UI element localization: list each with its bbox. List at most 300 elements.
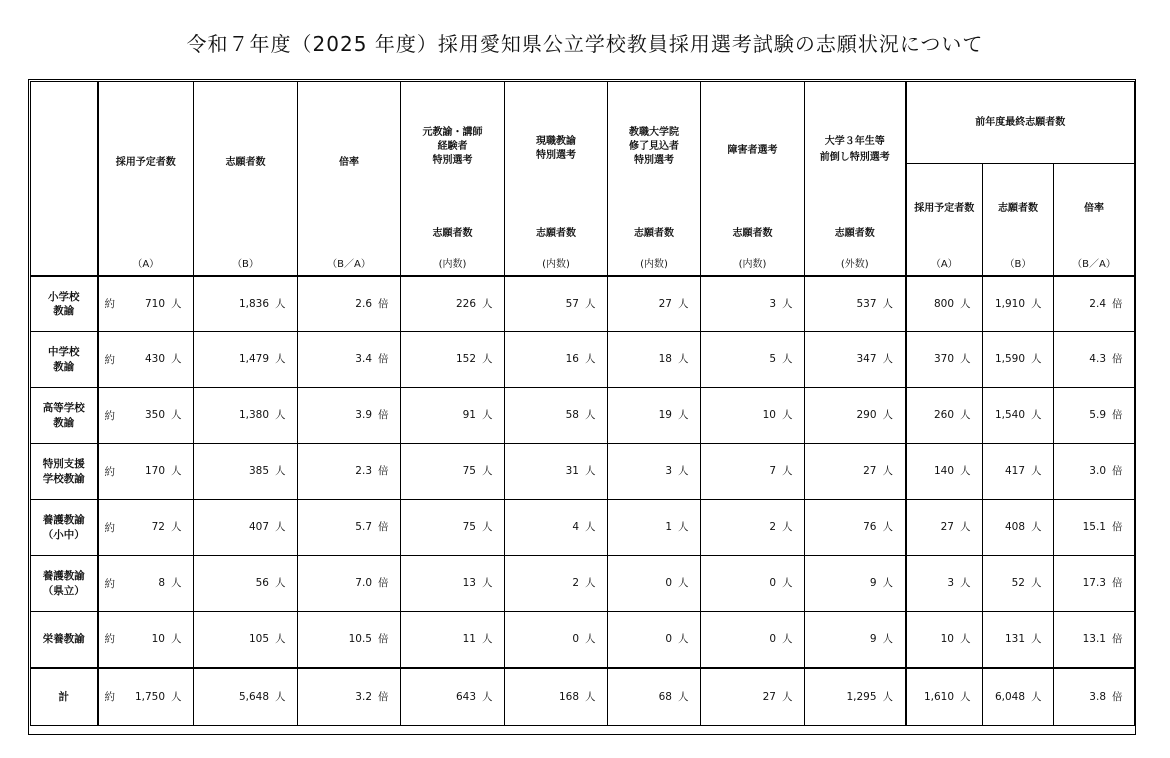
cell-value: 75 <box>462 465 476 478</box>
header-former-count: 志願者数 <box>432 228 473 239</box>
cell-unit: 人 <box>482 577 493 590</box>
header-current-count: 志願者数 <box>536 228 576 239</box>
header-grad-label-3: 特別選考 <box>634 155 674 166</box>
cell-unit: 人 <box>1031 297 1042 310</box>
header-current-teacher <box>505 82 608 276</box>
cell-value: 27 <box>658 297 672 310</box>
row-label-line-1: 中学校 <box>48 346 80 359</box>
cell-p-planned <box>906 388 983 444</box>
cell-value: 1,610 <box>923 690 954 703</box>
header-grad-sub: (内数) <box>640 259 668 270</box>
cell-unit: 人 <box>171 521 182 534</box>
cell-disab <box>701 276 805 332</box>
header-disability-sub: (内数) <box>738 259 767 270</box>
cell-disab <box>701 612 805 668</box>
header-prev-planned-label: 採用予定者数 <box>914 203 975 214</box>
header-early-label-1: 大学３年生等 <box>824 136 885 147</box>
cell-p-ratio <box>1054 276 1135 332</box>
cell-planned <box>98 556 194 612</box>
approx-label: 約 <box>104 353 115 366</box>
cell-value: 1,540 <box>994 409 1025 422</box>
cell-planned <box>98 444 194 500</box>
cell-unit: 人 <box>275 521 286 534</box>
row-label-line-1: 栄養教諭 <box>42 633 85 646</box>
cell-current <box>505 332 608 388</box>
cell-value: 290 <box>856 409 877 422</box>
cell-grad <box>608 668 701 726</box>
cell-applicants <box>194 500 298 556</box>
cell-value: 4.3 <box>1089 353 1106 366</box>
cell-value: 3 <box>665 465 672 478</box>
cell-unit: 人 <box>585 353 596 366</box>
cell-unit: 人 <box>678 577 689 590</box>
cell-value: 7 <box>769 465 776 478</box>
cell-p-ratio <box>1054 388 1135 444</box>
header-prev-applicants <box>983 164 1054 276</box>
cell-former <box>401 556 505 612</box>
cell-early <box>805 332 906 388</box>
approx-label: 約 <box>104 465 115 478</box>
cell-former <box>401 612 505 668</box>
cell-unit: 人 <box>782 690 793 703</box>
cell-value: 1,836 <box>238 297 269 310</box>
cell-unit: 人 <box>882 521 893 534</box>
cell-unit: 倍 <box>1112 353 1123 366</box>
cell-value: 3.2 <box>355 690 372 703</box>
cell-value: 4 <box>572 521 579 534</box>
cell-former <box>401 444 505 500</box>
cell-former <box>401 500 505 556</box>
header-disability-label: 障害者選考 <box>727 145 778 156</box>
cell-ratio <box>298 668 401 726</box>
table-body <box>31 276 1135 726</box>
row-label-line-2: （県立） <box>42 584 85 597</box>
cell-value: 1,295 <box>846 690 877 703</box>
header-ratio-label: 倍率 <box>339 157 359 168</box>
cell-p-planned <box>906 444 983 500</box>
approx-label: 約 <box>104 690 115 703</box>
cell-unit: 倍 <box>378 409 389 422</box>
approx-label: 約 <box>104 577 115 590</box>
cell-planned <box>98 388 194 444</box>
cell-value: 5.7 <box>355 521 372 534</box>
cell-unit: 倍 <box>1112 409 1123 422</box>
header-former-label-1: 元教諭・講師 <box>422 127 483 138</box>
cell-p-applicants <box>983 276 1054 332</box>
header-applicants-label: 志願者数 <box>225 157 266 168</box>
cell-unit: 倍 <box>378 577 389 590</box>
header-former-label-3: 特別選考 <box>432 155 473 166</box>
row-label-line-1: 小学校 <box>48 290 80 303</box>
approx-label: 約 <box>104 297 115 310</box>
cell-unit: 倍 <box>378 353 389 366</box>
cell-unit: 倍 <box>378 690 389 703</box>
cell-value: 2 <box>572 577 579 590</box>
cell-unit: 人 <box>960 690 971 703</box>
cell-p-applicants <box>983 556 1054 612</box>
cell-unit: 人 <box>960 521 971 534</box>
cell-unit: 人 <box>782 633 793 646</box>
cell-unit: 人 <box>960 465 971 478</box>
header-planned <box>98 82 194 276</box>
cell-value: 1,479 <box>238 353 269 366</box>
cell-p-applicants <box>983 388 1054 444</box>
cell-disab <box>701 556 805 612</box>
cell-ratio <box>298 332 401 388</box>
cell-unit: 倍 <box>378 297 389 310</box>
cell-unit: 人 <box>678 409 689 422</box>
row-label-line-1: 養護教諭 <box>42 514 85 527</box>
cell-value: 3.4 <box>355 353 372 366</box>
cell-unit: 人 <box>678 297 689 310</box>
cell-unit: 人 <box>482 297 493 310</box>
cell-value: 0 <box>665 577 672 590</box>
cell-value: 68 <box>658 690 672 703</box>
cell-unit: 人 <box>782 521 793 534</box>
cell-unit: 人 <box>960 633 971 646</box>
header-prev-planned-sub: （A） <box>930 259 958 270</box>
cell-p-applicants <box>983 332 1054 388</box>
cell-value: 27 <box>762 690 776 703</box>
cell-ratio <box>298 388 401 444</box>
cell-value: 10.5 <box>348 633 372 646</box>
cell-value: 350 <box>144 409 165 422</box>
cell-unit: 倍 <box>1112 633 1123 646</box>
cell-planned <box>98 500 194 556</box>
cell-p-applicants <box>983 668 1054 726</box>
cell-unit: 人 <box>882 353 893 366</box>
header-prev-ratio <box>1054 164 1135 276</box>
cell-unit: 人 <box>960 577 971 590</box>
cell-p-applicants <box>983 500 1054 556</box>
cell-applicants <box>194 444 298 500</box>
cell-value: 226 <box>455 297 476 310</box>
cell-planned <box>98 332 194 388</box>
cell-value: 10 <box>151 633 165 646</box>
cell-unit: 人 <box>171 633 182 646</box>
cell-unit: 人 <box>1031 409 1042 422</box>
header-planned-label: 採用予定者数 <box>115 157 176 168</box>
cell-current <box>505 612 608 668</box>
header-current-label-2: 特別選考 <box>536 150 576 161</box>
cell-grad <box>608 276 701 332</box>
cell-unit: 人 <box>678 521 689 534</box>
row-label-line-2: 教諭 <box>53 360 75 373</box>
cell-value: 1,380 <box>238 409 269 422</box>
cell-value: 430 <box>144 353 165 366</box>
cell-unit: 人 <box>882 577 893 590</box>
cell-value: 10 <box>762 409 776 422</box>
cell-unit: 人 <box>275 297 286 310</box>
cell-unit: 人 <box>171 690 182 703</box>
cell-former <box>401 668 505 726</box>
cell-unit: 人 <box>171 297 182 310</box>
page-title: 令和７年度（2025 年度）採用愛知県公立学校教員採用選考試験の志願状況について <box>186 32 984 56</box>
header-corner <box>31 82 98 276</box>
cell-value: 58 <box>565 409 579 422</box>
cell-unit: 人 <box>275 690 286 703</box>
row-label-line-1: 高等学校 <box>42 402 85 415</box>
row-label <box>31 332 98 388</box>
cell-unit: 人 <box>960 353 971 366</box>
cell-value: 16 <box>565 353 579 366</box>
approx-label: 約 <box>104 633 115 646</box>
cell-value: 13.1 <box>1082 633 1106 646</box>
cell-p-ratio <box>1054 612 1135 668</box>
cell-value: 3.8 <box>1089 690 1106 703</box>
header-ratio-sub: （B／A） <box>327 259 371 270</box>
cell-unit: 人 <box>585 633 596 646</box>
cell-unit: 人 <box>782 409 793 422</box>
cell-current <box>505 556 608 612</box>
header-applicants <box>194 82 298 276</box>
cell-unit: 人 <box>171 577 182 590</box>
cell-unit: 倍 <box>1112 690 1123 703</box>
cell-value: 2.6 <box>355 297 372 310</box>
row-label <box>31 612 98 668</box>
cell-value: 2.3 <box>355 465 372 478</box>
cell-unit: 倍 <box>378 521 389 534</box>
cell-value: 15.1 <box>1082 521 1106 534</box>
header-grad-count: 志願者数 <box>634 228 674 239</box>
header-applicants-sub: （B） <box>232 259 259 270</box>
header-ratio <box>298 82 401 276</box>
cell-unit: 人 <box>1031 633 1042 646</box>
cell-unit: 人 <box>275 409 286 422</box>
cell-value: 91 <box>462 409 476 422</box>
cell-value: 710 <box>144 297 165 310</box>
row-label-line-2: 教諭 <box>53 304 75 317</box>
cell-unit: 人 <box>585 465 596 478</box>
header-early-selection <box>805 82 906 276</box>
cell-unit: 人 <box>1031 353 1042 366</box>
cell-unit: 人 <box>782 297 793 310</box>
cell-unit: 人 <box>960 409 971 422</box>
header-planned-sub: （A） <box>132 259 160 270</box>
cell-unit: 人 <box>882 465 893 478</box>
header-former-label-2: 経験者 <box>437 141 468 152</box>
cell-value: 170 <box>144 465 165 478</box>
cell-value: 407 <box>248 521 269 534</box>
header-early-count: 志願者数 <box>834 228 875 239</box>
header-prev-planned <box>906 164 983 276</box>
cell-unit: 人 <box>171 465 182 478</box>
cell-ratio <box>298 556 401 612</box>
cell-disab <box>701 332 805 388</box>
cell-unit: 倍 <box>1112 577 1123 590</box>
cell-p-ratio <box>1054 332 1135 388</box>
cell-planned <box>98 668 194 726</box>
cell-unit: 人 <box>275 633 286 646</box>
cell-ratio <box>298 612 401 668</box>
cell-value: 1,590 <box>994 353 1025 366</box>
cell-value: 1,910 <box>994 297 1025 310</box>
row-label <box>31 276 98 332</box>
row-label-line-1: 養護教諭 <box>42 570 85 583</box>
cell-unit: 人 <box>1031 577 1042 590</box>
table-row <box>31 500 1135 556</box>
cell-ratio <box>298 444 401 500</box>
cell-ratio <box>298 276 401 332</box>
cell-unit: 倍 <box>1112 297 1123 310</box>
cell-unit: 人 <box>585 690 596 703</box>
header-early-sub: (外数) <box>840 259 869 270</box>
cell-value: 3.0 <box>1089 465 1106 478</box>
cell-value: 1 <box>665 521 672 534</box>
cell-p-planned <box>906 500 983 556</box>
row-label <box>31 556 98 612</box>
cell-ratio <box>298 500 401 556</box>
cell-early <box>805 612 906 668</box>
cell-unit: 人 <box>1031 690 1042 703</box>
header-disability-count: 志願者数 <box>732 228 773 239</box>
cell-early <box>805 500 906 556</box>
cell-current <box>505 668 608 726</box>
cell-value: 56 <box>255 577 269 590</box>
cell-applicants <box>194 556 298 612</box>
cell-p-applicants <box>983 444 1054 500</box>
cell-value: 75 <box>462 521 476 534</box>
row-label <box>31 388 98 444</box>
cell-value: 9 <box>869 633 877 646</box>
cell-value: 18 <box>658 353 672 366</box>
row-label-line-1: 特別支援 <box>42 458 85 471</box>
approx-label: 約 <box>104 521 115 534</box>
cell-value: 1,750 <box>134 690 165 703</box>
cell-unit: 人 <box>1031 521 1042 534</box>
header-grad-label-1: 教職大学院 <box>629 127 679 138</box>
cell-early <box>805 668 906 726</box>
cell-value: 0 <box>769 577 776 590</box>
cell-p-ratio <box>1054 668 1135 726</box>
cell-value: 7.0 <box>355 577 372 590</box>
table-row <box>31 444 1135 500</box>
cell-disab <box>701 388 805 444</box>
cell-value: 0 <box>769 633 776 646</box>
cell-value: 31 <box>565 465 579 478</box>
header-disability <box>701 82 805 276</box>
cell-value: 8 <box>158 577 165 590</box>
row-label-line-2: 学校教諭 <box>42 472 85 485</box>
cell-value: 3 <box>947 577 954 590</box>
cell-value: 131 <box>1004 633 1025 646</box>
cell-unit: 人 <box>585 521 596 534</box>
header-former-sub: (内数) <box>438 259 467 270</box>
row-label <box>31 500 98 556</box>
cell-grad <box>608 612 701 668</box>
cell-unit: 人 <box>882 690 893 703</box>
cell-current <box>505 276 608 332</box>
cell-early <box>805 556 906 612</box>
cell-value: 5 <box>769 353 776 366</box>
cell-value: 140 <box>933 465 954 478</box>
cell-value: 52 <box>1011 577 1025 590</box>
cell-value: 10 <box>940 633 954 646</box>
cell-value: 152 <box>455 353 476 366</box>
cell-p-planned <box>906 556 983 612</box>
cell-unit: 人 <box>275 577 286 590</box>
header-previous-year: 前年度最終志願者数 <box>906 82 1135 164</box>
header-prev-applicants-sub: （B） <box>1004 259 1032 270</box>
cell-unit: 人 <box>782 577 793 590</box>
row-label-line-2: （小中） <box>42 528 85 541</box>
approx-label: 約 <box>104 409 115 422</box>
cell-unit: 人 <box>678 353 689 366</box>
cell-early <box>805 388 906 444</box>
cell-p-applicants <box>983 612 1054 668</box>
header-current-sub: (内数) <box>542 259 570 270</box>
cell-grad <box>608 332 701 388</box>
header-prev-ratio-label: 倍率 <box>1084 203 1104 214</box>
cell-unit: 人 <box>678 465 689 478</box>
cell-unit: 倍 <box>1112 465 1123 478</box>
cell-unit: 人 <box>482 521 493 534</box>
cell-unit: 人 <box>585 577 596 590</box>
cell-former <box>401 276 505 332</box>
cell-applicants <box>194 668 298 726</box>
cell-value: 105 <box>248 633 269 646</box>
cell-p-planned <box>906 612 983 668</box>
header-current-label-1: 現職教諭 <box>536 136 576 147</box>
cell-planned <box>98 276 194 332</box>
cell-value: 27 <box>863 465 877 478</box>
cell-former <box>401 332 505 388</box>
cell-unit: 人 <box>275 353 286 366</box>
header-early-label-2: 前倒し特別選考 <box>819 152 890 163</box>
table-row <box>31 332 1135 388</box>
row-label-line-1: 計 <box>58 690 69 703</box>
cell-value: 408 <box>1004 521 1025 534</box>
cell-unit: 人 <box>585 409 596 422</box>
cell-unit: 人 <box>678 690 689 703</box>
row-label-line-2: 教諭 <box>53 416 75 429</box>
cell-disab <box>701 668 805 726</box>
cell-value: 5,648 <box>238 690 269 703</box>
cell-value: 347 <box>856 353 877 366</box>
cell-planned <box>98 612 194 668</box>
cell-value: 168 <box>558 690 579 703</box>
header-grad-label-2: 修了見込者 <box>629 141 679 152</box>
cell-unit: 人 <box>482 633 493 646</box>
cell-grad <box>608 500 701 556</box>
cell-unit: 人 <box>275 465 286 478</box>
table-row <box>31 612 1135 668</box>
cell-former <box>401 388 505 444</box>
cell-applicants <box>194 332 298 388</box>
cell-value: 9 <box>869 577 877 590</box>
cell-unit: 人 <box>782 465 793 478</box>
cell-disab <box>701 500 805 556</box>
cell-current <box>505 388 608 444</box>
cell-unit: 人 <box>171 409 182 422</box>
cell-p-ratio <box>1054 500 1135 556</box>
cell-value: 0 <box>572 633 579 646</box>
cell-applicants <box>194 612 298 668</box>
cell-value: 19 <box>658 409 672 422</box>
cell-unit: 人 <box>782 353 793 366</box>
row-label <box>31 668 98 726</box>
table-row <box>31 276 1135 332</box>
cell-unit: 倍 <box>1112 521 1123 534</box>
cell-unit: 人 <box>1031 465 1042 478</box>
cell-value: 370 <box>933 353 954 366</box>
cell-grad <box>608 388 701 444</box>
cell-value: 0 <box>665 633 672 646</box>
cell-value: 13 <box>462 577 476 590</box>
cell-current <box>505 444 608 500</box>
header-prev-applicants-label: 志願者数 <box>998 203 1038 214</box>
applicant-status-table <box>30 81 1135 726</box>
